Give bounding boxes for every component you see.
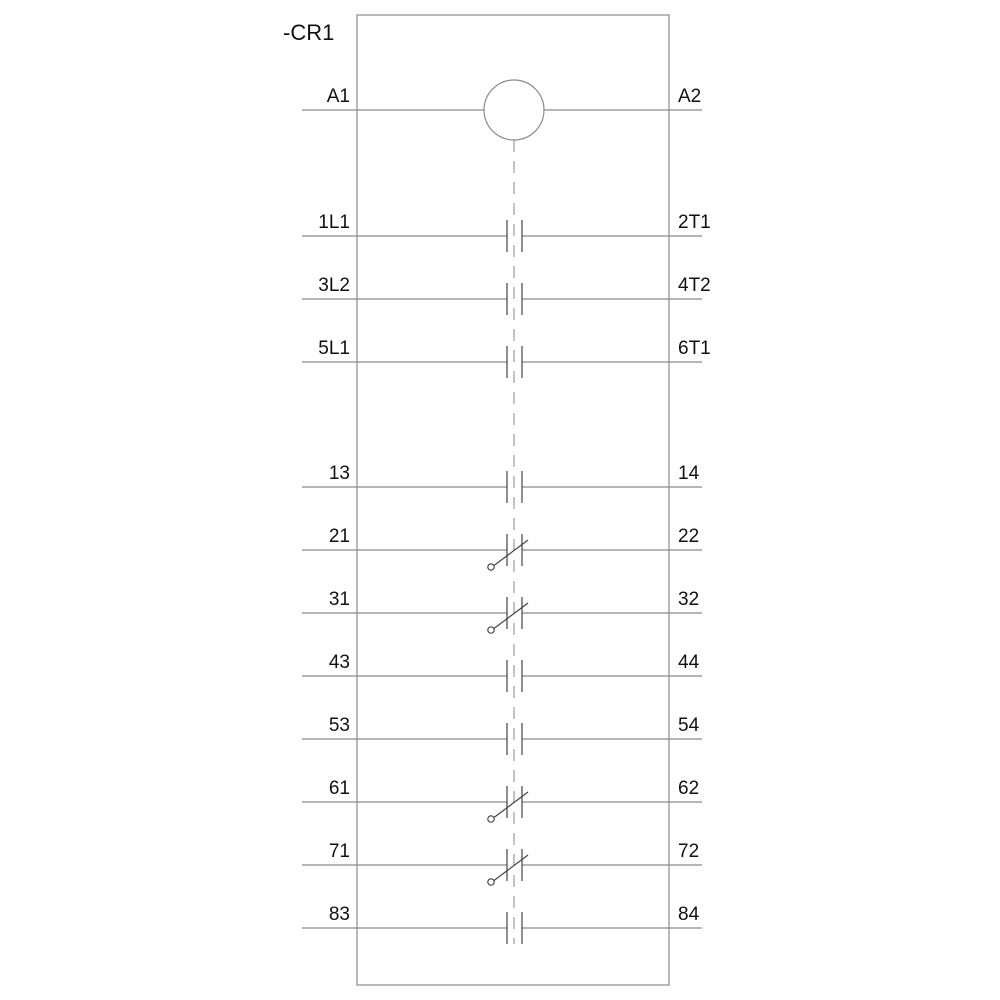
nc-pivot-dot	[488, 564, 494, 570]
contact-rows	[302, 212, 711, 944]
contact-row	[302, 589, 702, 633]
terminal-left: 83	[328, 904, 350, 925]
terminal-left: 5L1	[318, 338, 350, 359]
terminal-left: 21	[328, 526, 350, 547]
device-frame	[357, 15, 669, 985]
nc-pivot-dot	[488, 879, 494, 885]
terminal-left: 53	[328, 715, 350, 736]
terminal-right: 22	[678, 526, 700, 547]
terminal-right: 54	[678, 715, 700, 736]
contact-row	[302, 778, 702, 822]
contact-row	[302, 652, 702, 692]
terminal-left: 71	[328, 841, 350, 862]
terminal-left: 1L1	[318, 212, 350, 233]
coil-symbol	[484, 80, 544, 140]
contact-row	[302, 904, 702, 944]
terminal-right: 84	[678, 904, 700, 925]
terminal-right: 2T1	[678, 212, 711, 233]
terminal-left: 31	[328, 589, 350, 610]
coil-row	[302, 80, 702, 140]
contact-row	[302, 275, 711, 315]
terminal-right: 32	[678, 589, 700, 610]
terminal-left: 3L2	[318, 275, 350, 296]
contact-row	[302, 338, 711, 378]
contact-row	[302, 463, 702, 503]
terminal-right: 4T2	[678, 275, 711, 296]
device-tag: -CR1	[283, 20, 335, 45]
terminal-right: 62	[678, 778, 700, 799]
contact-row	[302, 841, 702, 885]
coil-terminal-right: A2	[678, 86, 702, 107]
terminal-right: 14	[678, 463, 700, 484]
terminal-left: 43	[328, 652, 350, 673]
contact-row	[302, 526, 702, 570]
terminal-right: 72	[678, 841, 700, 862]
terminal-left: 13	[328, 463, 350, 484]
contact-row	[302, 715, 702, 755]
nc-pivot-dot	[488, 627, 494, 633]
terminal-right: 44	[678, 652, 700, 673]
contact-row	[302, 212, 711, 252]
terminal-left: 61	[328, 778, 350, 799]
terminal-right: 6T1	[678, 338, 711, 359]
coil-terminal-left: A1	[326, 86, 350, 107]
nc-pivot-dot	[488, 816, 494, 822]
